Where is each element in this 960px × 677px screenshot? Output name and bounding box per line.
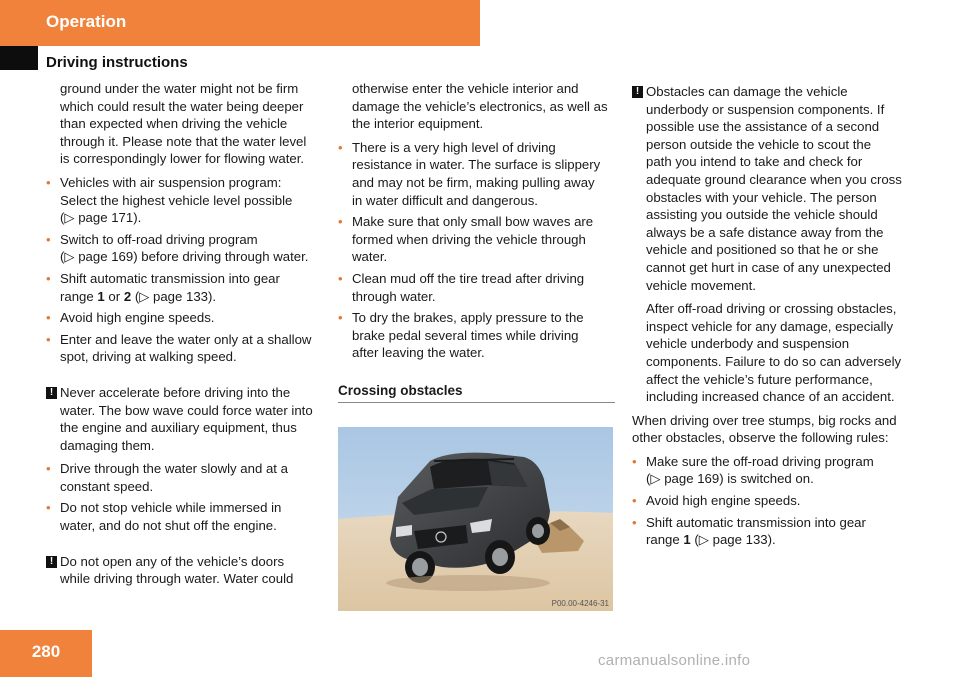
list-item: • Make sure that only small bow waves are formed when driving the vehicle through water. xyxy=(338,214,594,265)
warning-icon: ! xyxy=(46,556,57,568)
crossing-obstacles-heading: Crossing obstacles xyxy=(338,382,615,403)
bullet-icon: • xyxy=(46,331,51,347)
list-item: • Switch to off-road driving program (▷ page 169) before driving through water. xyxy=(46,231,309,265)
image-caption: P00.00-4246-31 xyxy=(551,599,609,608)
column-middle xyxy=(338,80,615,403)
bullet-icon: • xyxy=(338,270,343,286)
bullet-icon: • xyxy=(338,310,343,326)
list-item: • There is a very high level of driving resistance in water. The surface is slippery and may not be firm, making pulling away in water difficult and dangerous. xyxy=(338,139,601,208)
list-item: • Drive through the water slowly and at a constant speed. xyxy=(46,461,288,494)
rules-intro: When driving over tree stumps, big rocks and other obstacles, observe the following rules: xyxy=(632,412,897,446)
list-item: • Shift automatic transmission into gear range 1 (▷ page 133). xyxy=(632,514,866,548)
list-item: • Do not stop vehicle while immersed in water, and do not shut off the engine. xyxy=(46,500,282,534)
warning-icon: ! xyxy=(632,86,643,98)
bullet-icon: • xyxy=(46,231,51,247)
bullet-icon: • xyxy=(632,453,637,469)
list-item: • To dry the brakes, apply pressure to the brake pedal several times while driving after leaving the water. xyxy=(338,310,584,361)
page-number-box xyxy=(0,630,92,677)
bullet-icon: • xyxy=(46,461,51,477)
continued-paragraph: otherwise enter the vehicle interior and damage the vehicle’s electronics, as well as the interior equipment. xyxy=(352,81,608,132)
warning-note: ! Never accelerate before driving into the water. The bow wave could force water into the engine and auxiliary equipment, thus damaging them. xyxy=(46,384,326,454)
list-item: • Shift automatic transmission into gear range 1 or 2 (▷ page 133). xyxy=(46,270,280,304)
suv-obstacle-photo xyxy=(338,427,613,611)
page-number: 280 xyxy=(31,642,61,661)
column-right xyxy=(632,83,912,553)
bullet-icon: • xyxy=(632,514,637,530)
watermark: carmanualsonline.info xyxy=(598,652,751,669)
list-item: • Enter and leave the water only at a shallow spot, driving at walking speed. xyxy=(46,331,312,365)
warning-note: ! Obstacles can damage the vehicle underbody or suspension components. If possible use the assistance of a second person outside the vehicle to scout the path you intend to take and check for adequate ground clearance when you cross obstacles with your vehicle. The person assisting you outside the vehicle should always be a safe distance away from the vehicle and positioned so that he or she cannot get hurt in case of any unexpected vehicle movement. After off-road driving or crossing obstacles, inspect vehicle for any damage, especially vehicle underbody and suspension components. Failure to do so can adversely affect the vehicle’s future performance, including increased chance of an accident. xyxy=(632,83,912,406)
intro-paragraph: ground under the water might not be firm which could result the water being deeper than expected when driving the vehicle through it. Please note that the water level is correspondingly lower for flowing water. xyxy=(60,81,307,167)
bullet-icon: • xyxy=(632,493,637,509)
section-title: Operation xyxy=(46,12,127,31)
bullet-icon: • xyxy=(46,500,51,516)
bullet-icon: • xyxy=(46,174,51,190)
bullet-icon: • xyxy=(338,139,343,155)
bullet-icon: • xyxy=(46,270,51,286)
list-item: • Avoid high engine speeds. xyxy=(632,493,801,509)
warning-note: ! Do not open any of the vehicle’s doors while driving through water. Water could xyxy=(46,553,326,588)
warning-icon: ! xyxy=(46,387,57,399)
header-marker xyxy=(0,46,38,70)
list-item: • Avoid high engine speeds. xyxy=(46,310,215,326)
bullet-icon: • xyxy=(338,214,343,230)
column-left xyxy=(46,80,326,588)
bullet-icon: • xyxy=(46,310,51,326)
list-item: • Clean mud off the tire tread after driving through water. xyxy=(338,270,585,304)
list-item: • Vehicles with air suspension program: Select the highest vehicle level possible (▷ page 171). xyxy=(46,174,293,226)
subsection-title: Driving instructions xyxy=(46,54,188,71)
suv-illustration xyxy=(338,427,613,611)
list-item: • Make sure the off-road driving program (▷ page 169) is switched on. xyxy=(632,453,874,487)
